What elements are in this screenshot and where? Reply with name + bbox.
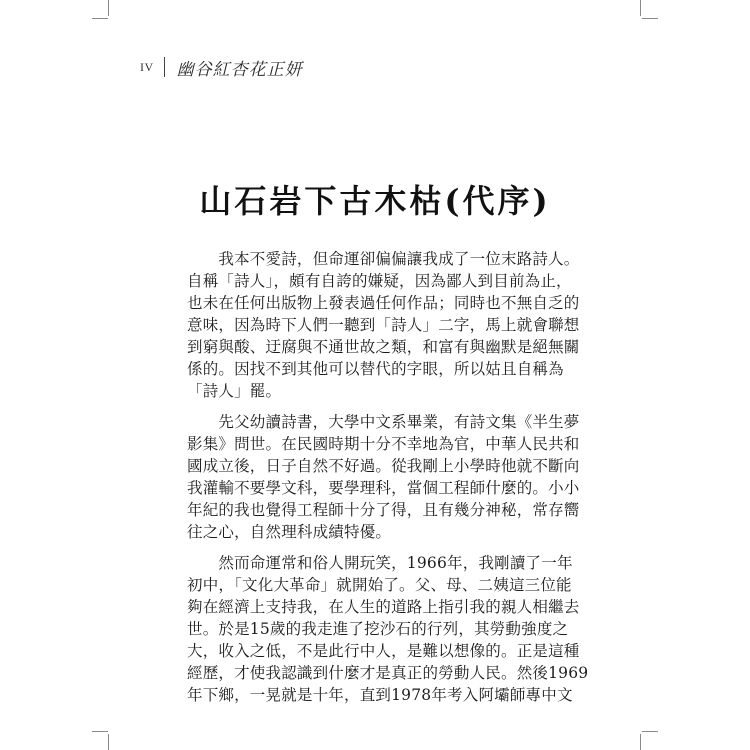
text-line: 到窮與酸、迂腐與不通世故之類，和富有與幽默是絕無關	[187, 338, 580, 356]
text-line: 國成立後，日子自然不好過。從我剛上小學時他就不斷向	[187, 457, 580, 475]
text-line: 我本不愛詩，但命運卻偏偏讓我成了一位末路詩人。	[187, 250, 580, 268]
body-text	[187, 248, 589, 706]
paragraph-3	[187, 552, 589, 706]
text-line: 然而命運常和俗人開玩笑，1966年，我剛讀了一年	[187, 554, 573, 572]
text-line: 往之心，自然理科成績特優。	[187, 523, 392, 541]
crop-mark	[642, 18, 658, 19]
running-head	[140, 54, 303, 80]
paragraph-1	[187, 248, 580, 402]
chapter-title: 山石岩下古木枯(代序)	[199, 182, 551, 220]
text-line: 大，收入之低，不是此行中人，是難以想像的。正是這種	[187, 642, 580, 660]
text-line: 影集》問世。在民國時期十分不幸地為官，中華人民共和	[187, 435, 580, 453]
crop-mark	[642, 731, 658, 732]
header-divider	[164, 57, 165, 77]
page-number: IV	[140, 59, 154, 74]
text-line: 自稱「詩人」，頗有自誇的嫌疑，因為鄙人到目前為止，	[187, 272, 572, 290]
text-line: 也未在任何出版物上發表過任何作品；同時也不無自乏的	[187, 294, 580, 312]
text-line: 經歷，才使我認識到什麼才是真正的勞動人民。然後1969	[187, 664, 589, 682]
text-line: 年下鄉，一晃就是十年，直到1978年考入阿壩師專中文	[187, 686, 573, 704]
text-line: 意味，因為時下人們一聽到「詩人」二字，馬上就會聯想	[187, 316, 580, 334]
crop-mark	[640, 734, 641, 750]
crop-mark	[108, 734, 109, 750]
text-line: 夠在經濟上支持我，在人生的道路上指引我的親人相繼去	[187, 598, 580, 616]
text-line: 「詩人」罷。	[187, 382, 282, 400]
crop-mark	[640, 0, 641, 16]
crop-mark	[108, 0, 109, 16]
crop-mark	[92, 18, 108, 19]
text-line: 初中，「文化大革命」就開始了。父、母、二姨這三位能	[187, 576, 572, 594]
text-line: 我灌輸不要學文科，要學理科，當個工程師什麼的。小小	[187, 479, 580, 497]
text-line: 世。於是15歲的我走進了挖沙石的行列，其勞動強度之	[187, 620, 569, 638]
crop-mark	[92, 731, 108, 732]
text-line: 先父幼讀詩書，大學中文系畢業，有詩文集《半生夢	[187, 413, 580, 431]
text-line: 年紀的我也覺得工程師十分了得，且有幾分神秘，常存嚮	[187, 501, 580, 519]
book-title: 幽谷紅杏花正妍	[176, 59, 303, 80]
paragraph-2	[187, 411, 580, 543]
text-line: 係的。因找不到其他可以替代的字眼，所以姑且自稱為	[187, 360, 564, 378]
